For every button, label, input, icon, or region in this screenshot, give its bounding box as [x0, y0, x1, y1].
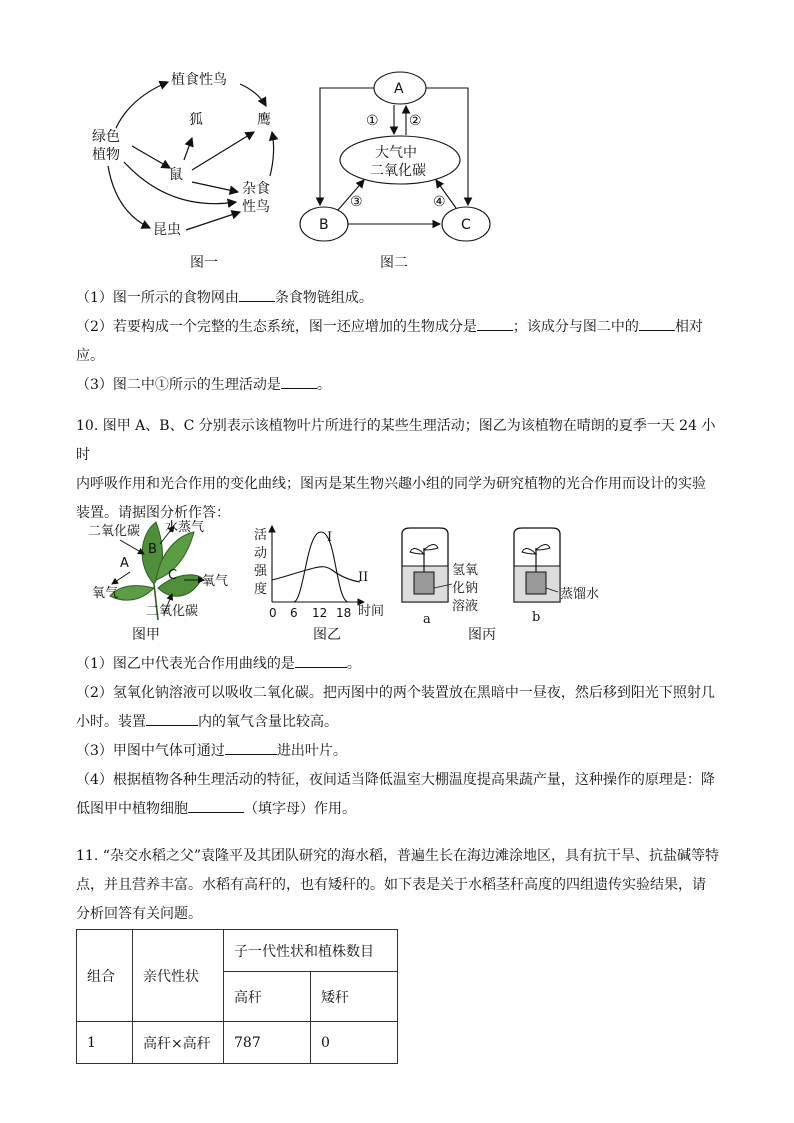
curve-i	[272, 532, 358, 602]
genetics-results-table	[76, 929, 398, 1064]
x-tick-12: 12	[312, 606, 328, 620]
question-10-parts	[76, 650, 722, 824]
node-a: A	[394, 81, 404, 97]
x-tick-18: 18	[336, 606, 352, 620]
leaf-co2-bottom: 二氧化碳	[146, 604, 199, 619]
q10-part-2: （2）氢氧化钠溶液可以吸收二氧化碳。把丙图中的两个装置放在黑暗中一昼夜，然后移到阳光下照射几	[76, 685, 715, 701]
label-arrow-1: ①	[366, 113, 379, 129]
leaf-oxygen-right: 氧气	[202, 574, 229, 589]
leaf-label-a: A	[120, 556, 129, 571]
table-row	[77, 1022, 398, 1064]
apparatus-b	[514, 528, 560, 602]
q11-intro-line-2: 点，并且营养丰富。水稻有高秆的，也有矮秆的。如下表是关于水稻茎秆高度的四组遗传实验结果，请	[76, 877, 706, 893]
leaf-right	[158, 575, 202, 596]
naoh-label-1: 氢氧	[452, 563, 479, 578]
figure-1-caption: 图一	[190, 255, 218, 271]
header-tall: 高秆	[224, 972, 311, 1022]
figure-yi-caption: 图乙	[313, 627, 341, 643]
leaf-label-b: B	[148, 542, 157, 557]
q10-part-4-cont: 低图甲中植物细胞 （填字母）作用。	[76, 795, 722, 824]
x-tick-6: 6	[290, 606, 298, 620]
leaf-water-vapor: 水蒸气	[165, 520, 205, 535]
node-omnivorous-bird-2: 性鸟	[242, 199, 270, 215]
question-9-parts	[76, 284, 722, 400]
ylabel-char-2: 动	[254, 546, 268, 561]
node-insect: 昆虫	[153, 222, 181, 238]
header-parent-traits: 亲代性状	[133, 930, 224, 1022]
apparatus-diagram	[396, 526, 566, 608]
leaf-oxygen-left: 氧气	[92, 586, 119, 601]
question-10-intro	[76, 412, 722, 528]
naoh-label-3: 溶液	[452, 599, 479, 614]
q9-part-2-cont: 应。	[76, 348, 104, 364]
curve-ii-label: II	[358, 570, 369, 585]
node-mouse: 鼠	[169, 167, 183, 183]
q10-part-3: （3）甲图中气体可通过 进出叶片。	[76, 737, 722, 766]
node-fox: 狐	[189, 112, 203, 128]
cell-short: 0	[311, 1022, 398, 1064]
node-c: C	[461, 217, 471, 233]
leaf-co2-top: 二氧化碳	[88, 524, 141, 539]
node-hawk: 鹰	[257, 112, 271, 128]
header-offspring: 子一代性状和植株数目	[224, 930, 398, 972]
distilled-water-label: 蒸馏水	[560, 587, 600, 602]
node-green-plant-1: 绿色	[92, 129, 120, 145]
ylabel-char-4: 度	[254, 582, 268, 597]
q10-intro-line-1: 10. 图甲 A、B、C 分别表示该植物叶片所进行的某些生理活动；图乙为该植物在晴朗的夏季一天 24 小时	[76, 418, 716, 463]
apparatus-a-label: a	[423, 612, 431, 627]
q10-part-2-cont: 小时。装置 内的氧气含量比较高。	[76, 708, 722, 737]
label-arrow-4: ④	[433, 194, 446, 210]
activity-curve-chart	[268, 522, 368, 606]
q10-part-1: （1）图乙中代表光合作用曲线的是 。	[76, 650, 722, 679]
figure-bing-caption: 图丙	[468, 627, 496, 643]
question-11-intro	[76, 842, 722, 929]
x-tick-0: 0	[269, 606, 277, 620]
q9-part-3: （3）图二中①所示的生理活动是 。	[76, 371, 722, 400]
cell-tall: 787	[224, 1022, 311, 1064]
q9-part-1: （1）图一所示的食物网由 条食物链组成。	[76, 284, 722, 313]
co2-label-1: 大气中	[375, 145, 417, 161]
ylabel-char-1: 活	[254, 528, 268, 543]
curve-i-label: I	[327, 530, 333, 545]
figure-2-caption: 图二	[380, 255, 408, 271]
q10-part-4: （4）根据植物各种生理活动的特征，夜间适当降低温室大棚温度提高果蔬产量，这种操作的原理是：降	[76, 772, 715, 788]
leaf-label-c: C	[168, 568, 178, 583]
co2-label-2: 二氧化碳	[370, 163, 426, 179]
header-short: 矮秆	[311, 972, 398, 1022]
naoh-label-2: 化钠	[452, 581, 479, 596]
label-arrow-2: ②	[409, 113, 422, 129]
node-green-plant-2: 植物	[92, 147, 120, 163]
cell-group: 1	[77, 1022, 133, 1064]
apparatus-b-label: b	[532, 610, 541, 625]
label-arrow-3: ③	[350, 194, 363, 210]
header-group: 组合	[77, 930, 133, 1022]
q11-intro-line-1: 11. “杂交水稻之父”袁隆平及其团队研究的海水稻，普遍生长在海边滩涂地区，具有抗干旱、抗盐碱等特	[76, 848, 720, 864]
curve-ii	[272, 567, 360, 582]
figure-jia-caption: 图甲	[132, 627, 160, 643]
q10-intro-line-2: 内呼吸作用和光合作用的变化曲线；图丙是某生物兴趣小组的同学为研究植物的光合作用而设计的实验	[76, 476, 706, 492]
node-herbivorous-bird: 植食性鸟	[171, 72, 227, 88]
apparatus-a	[402, 528, 448, 602]
x-axis-label: 时间	[358, 604, 385, 619]
q11-intro-line-3: 分析回答有关问题。	[76, 906, 202, 922]
q10-intro-line-3: 装置。请据图分析作答：	[76, 505, 230, 521]
node-omnivorous-bird-1: 杂食	[242, 181, 270, 197]
ylabel-char-3: 强	[254, 564, 268, 579]
cell-parent: 高秆×高秆	[133, 1022, 224, 1064]
q9-part-2: （2）若要构成一个完整的生态系统，图一还应增加的生物成分是 ；该成分与图二中的 相对	[76, 313, 722, 342]
node-b: B	[319, 217, 329, 233]
